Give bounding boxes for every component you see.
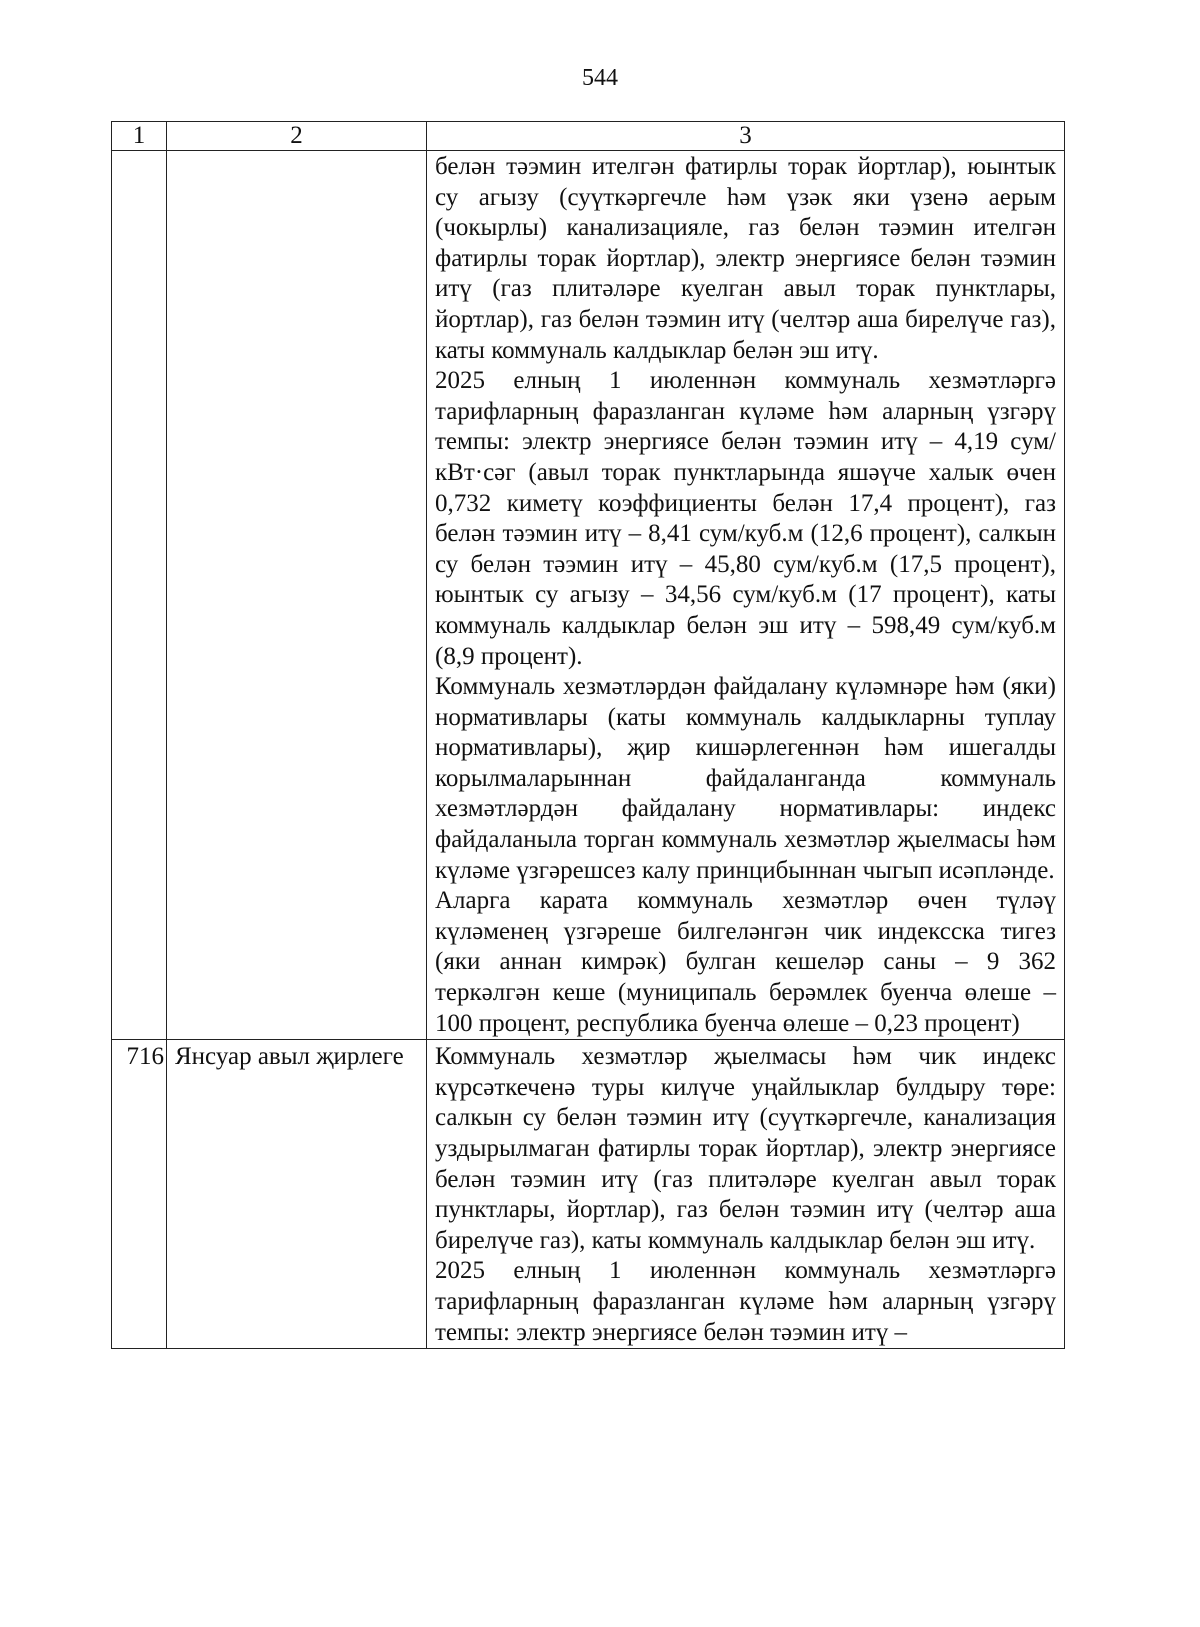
row-name-cell: Янсуар авыл җирлеге — [167, 1040, 427, 1349]
row-text-cell — [427, 1040, 1065, 1349]
paragraph: 2025 елның 1 июленнән коммуналь хезмәтләргә тарифларның фаразланган күләме һәм аларның үзгәрү темпы: электр энергиясе белән тәэмин итү – — [435, 1257, 1056, 1346]
paragraph: Коммуналь хезмәтләр җыелмасы һәм чик индекс күрсәткеченә туры килүче уңайлыклар булдыру төре: салкын су белән тәэмин итү (суүткәргечле, канализация уздырылмаган фатирлы торак йортлар), электр энергиясе белән тәэмин итү (газ плитәләре куелган авыл торак пунктлары, йортлар), газ белән тәэмин итү (челтәр аша бирелүче газ), каты коммуналь калдыклар белән эш итү. — [435, 1043, 1056, 1254]
row-name-cell — [167, 151, 427, 1040]
table-header-row — [112, 122, 1065, 151]
page-number: 544 — [582, 65, 618, 91]
table-row — [112, 1040, 1065, 1349]
paragraph: 2025 елның 1 июленнән коммуналь хезмәтләргә тарифларның фаразланган күләме һәм аларның үзгәрү темпы: электр энергиясе белән тәэмин итү – 4,19 сум/кВт·сәг (авыл торак пунктларында яшәүче халык өчен 0,732 киметү коэффициенты белән 17,4 процент), газ белән тәэмин итү – 8,41 сум/куб.м (12,6 процент), салкын су белән тәэмин итү – 45,80 сум/куб.м (17,5 процент), юынтык су агызу – 34,56 сум/куб.м (17 процент), каты коммуналь калдыклар белән эш итү – 598,49 сум/куб.м (8,9 процент). — [435, 367, 1056, 670]
column-header-3: 3 — [427, 122, 1065, 151]
column-header-2: 2 — [167, 122, 427, 151]
document-table — [111, 121, 1065, 1349]
row-number-cell: 716 — [112, 1040, 167, 1349]
row-text-cell — [427, 151, 1065, 1040]
paragraph: Коммуналь хезмәтләрдән файдалану күләмнәре һәм (яки) нормативлары (каты коммуналь калдыкларны туплау нормативлары), җир кишәрлегеннән һәм ишегалды корылмаларыннан файдаланганда коммуналь хезмәтләрдән файдалану нормативлары: индекс файдаланыла торган коммуналь хезмәтләр җыелмасы һәм күләме үзгәрешсез калу принцибыннан чыгып исәпләнде. — [435, 673, 1056, 884]
column-header-1: 1 — [112, 122, 167, 151]
table-row — [112, 151, 1065, 1040]
paragraph: Аларга карата коммуналь хезмәтләр өчен түләү күләменең үзгәреше билгеләнгән чик индексска тигез (яки аннан кимрәк) булган кешеләр саны – 9 362 теркәлгән кеше (муниципаль берәмлек буенча өлеше – 100 процент, республика буенча өлеше – 0,23 процент) — [435, 887, 1056, 1037]
row-number-cell — [112, 151, 167, 1040]
paragraph: белән тәэмин ителгән фатирлы торак йортлар), юынтык су агызу (суүткәргечле һәм үзәк яки үзенә аерым (чокырлы) канализацияле, газ белән тәэмин ителгән фатирлы торак йортлар), электр энергиясе белән тәэмин итү (газ плитәләре куелган авыл торак пунктлары, йортлар), газ белән тәэмин итү (челтәр аша бирелүче газ), каты коммуналь калдыклар белән эш итү. — [435, 153, 1056, 364]
